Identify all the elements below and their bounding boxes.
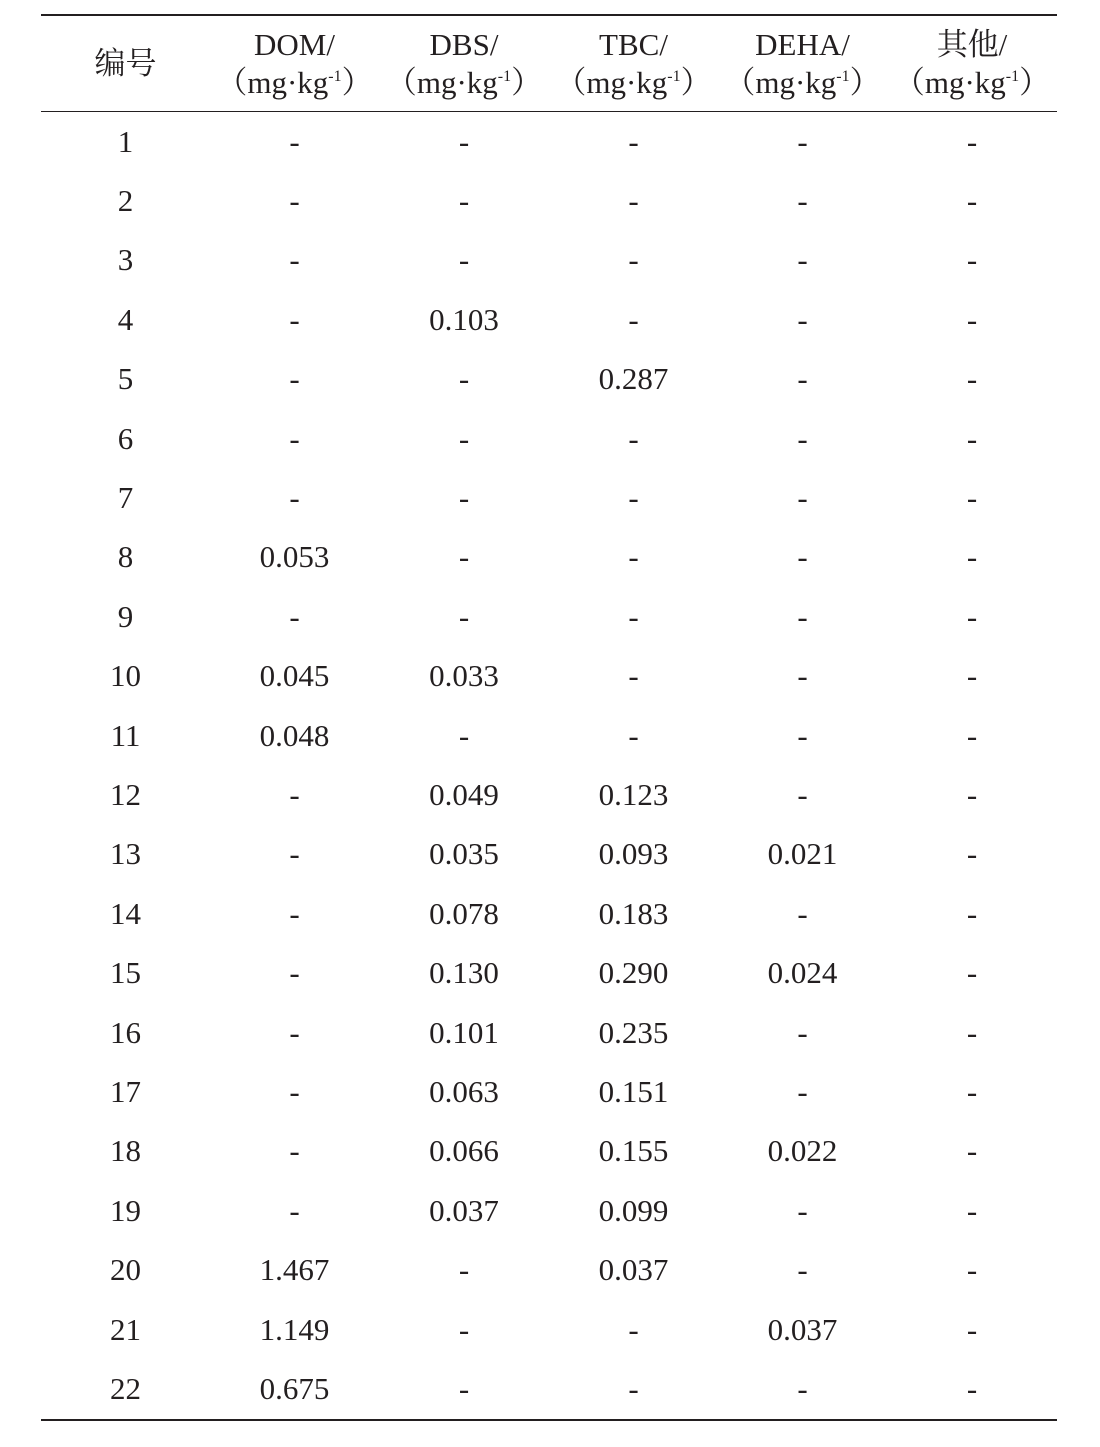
table-cell: - [289, 301, 300, 337]
table-header [41, 16, 1057, 111]
table-row [41, 231, 1057, 290]
table-row [41, 587, 1057, 646]
table-row [41, 647, 1057, 706]
table-cell: - [628, 301, 639, 337]
table-cell: - [797, 1014, 808, 1050]
table-cell: - [966, 1252, 978, 1288]
table-cell: 6 [117, 420, 134, 456]
table-cell: - [966, 301, 978, 337]
table-cell: 1.467 [259, 1252, 330, 1288]
unit-exponent: -1 [328, 67, 342, 85]
table-cell: 12 [110, 776, 141, 812]
table-cell: - [966, 1192, 978, 1228]
table-cell: - [966, 776, 978, 812]
table-cell: - [289, 1014, 300, 1050]
table-cell: 7 [117, 480, 134, 516]
table-cell: - [797, 183, 808, 219]
table-cell: - [966, 836, 978, 872]
unit-text: （mg·kg [555, 64, 668, 100]
table-cell: 4 [117, 301, 134, 337]
table-cell: - [289, 1133, 300, 1169]
header-cell-dbs [379, 26, 549, 102]
table-cell: 0.066 [429, 1133, 499, 1169]
table-cell: - [966, 1073, 978, 1109]
table-cell: - [966, 539, 978, 575]
table-cell: 17 [110, 1073, 141, 1109]
table-cell: - [797, 301, 808, 337]
table-cell: 3 [117, 242, 134, 278]
table-cell: - [966, 1370, 978, 1406]
unit-text: （mg·kg [893, 64, 1006, 100]
table-row [41, 1240, 1057, 1299]
unit-exponent: -1 [667, 67, 681, 85]
table-cell: - [289, 420, 300, 456]
table-cell: 9 [117, 598, 134, 634]
table-cell: - [458, 480, 470, 516]
table-cell: - [966, 480, 978, 516]
table-cell: - [966, 123, 978, 159]
table-cell: 2 [117, 183, 134, 219]
header-label: DBS/ [429, 26, 499, 62]
table-cell: - [797, 420, 808, 456]
table-cell: 0.021 [767, 836, 838, 872]
table-cell: - [289, 1192, 300, 1228]
header-unit [210, 64, 379, 102]
table-cell: 8 [117, 539, 134, 575]
table-cell: - [458, 123, 470, 159]
table-row [41, 528, 1057, 587]
table-row [41, 1122, 1057, 1181]
table-bottom-rule [41, 1419, 1057, 1421]
header-label: DEHA/ [755, 26, 850, 62]
header-cell-tbc [549, 26, 718, 102]
header-cell-id [41, 45, 210, 83]
table-cell: 15 [110, 955, 141, 991]
table-cell: 0.053 [259, 539, 330, 575]
table-row [41, 1300, 1057, 1359]
table-cell: - [966, 1311, 978, 1347]
table-cell: - [797, 1370, 808, 1406]
table-cell: 0.130 [429, 955, 499, 991]
table-cell: - [458, 1370, 470, 1406]
table-cell: - [628, 480, 639, 516]
table-cell: - [289, 895, 300, 931]
table-cell: 0.024 [767, 955, 838, 991]
table-cell: - [966, 1133, 978, 1169]
table-cell: 19 [110, 1192, 141, 1228]
table-row [41, 1062, 1057, 1121]
table-cell: - [966, 420, 978, 456]
table-cell: 0.035 [429, 836, 499, 872]
table-cell: 21 [110, 1311, 141, 1347]
table-cell: - [797, 480, 808, 516]
table-cell: 16 [110, 1014, 141, 1050]
table-cell: - [966, 717, 978, 753]
table-cell: 18 [110, 1133, 141, 1169]
table-cell: - [628, 183, 639, 219]
unit-exponent: -1 [1005, 67, 1020, 85]
table-cell: - [458, 539, 470, 575]
unit-text: （mg·kg [724, 64, 837, 100]
table-row [41, 1003, 1057, 1062]
table-cell: 0.099 [598, 1192, 669, 1228]
table-row [41, 765, 1057, 824]
table-cell: 0.103 [429, 301, 499, 337]
table-row [41, 468, 1057, 527]
table-cell: 20 [110, 1252, 141, 1288]
table-cell: 0.037 [429, 1192, 499, 1228]
table-cell: - [797, 242, 808, 278]
table-cell: - [797, 776, 808, 812]
table-cell: - [458, 242, 470, 278]
table-row [41, 290, 1057, 349]
header-label: 编号 [94, 45, 157, 81]
table-row [41, 350, 1057, 409]
table-cell: 0.037 [767, 1311, 838, 1347]
table-cell: - [458, 1311, 470, 1347]
table-cell: 0.123 [598, 776, 669, 812]
table-cell: 0.078 [429, 895, 499, 931]
table-cell: 14 [110, 895, 141, 931]
table-cell: - [966, 1014, 978, 1050]
table-cell: 0.048 [259, 717, 330, 753]
table-cell: 0.675 [259, 1370, 330, 1406]
header-unit [887, 64, 1057, 102]
table-row [41, 943, 1057, 1002]
table-cell: 5 [117, 361, 134, 397]
table-cell: 0.235 [598, 1014, 669, 1050]
unit-text: ） [849, 64, 881, 100]
table-cell: - [289, 776, 300, 812]
table-row [41, 171, 1057, 230]
table-cell: - [628, 1370, 639, 1406]
table-cell: - [289, 123, 300, 159]
table-cell: - [966, 361, 978, 397]
unit-text: ） [680, 64, 712, 100]
table-cell: - [628, 539, 639, 575]
table-cell: - [797, 717, 808, 753]
table-cell: - [458, 717, 470, 753]
table-cell: 0.101 [429, 1014, 499, 1050]
table-cell: - [628, 242, 639, 278]
header-unit [379, 64, 549, 102]
table-cell: - [628, 420, 639, 456]
header-cell-deha [718, 26, 887, 102]
table-cell: 0.045 [259, 658, 330, 694]
table-cell: - [797, 123, 808, 159]
table-cell: - [966, 598, 978, 634]
table-cell: - [289, 598, 300, 634]
table-row [41, 884, 1057, 943]
table-cell: 13 [110, 836, 141, 872]
table-cell: - [797, 1252, 808, 1288]
table-cell: - [797, 539, 808, 575]
table-cell: 0.183 [598, 895, 669, 931]
table-cell: 0.093 [598, 836, 669, 872]
table-cell: 0.022 [767, 1133, 838, 1169]
table-cell: - [289, 955, 300, 991]
unit-text: （mg·kg [216, 64, 329, 100]
header-unit [718, 64, 887, 102]
table-cell: - [628, 123, 639, 159]
table-cell: - [289, 361, 300, 397]
table-cell: - [628, 598, 639, 634]
table-cell: 0.287 [598, 361, 669, 397]
table-cell: - [289, 480, 300, 516]
table-row [41, 1181, 1057, 1240]
data-table [41, 14, 1057, 1421]
table-cell: - [458, 598, 470, 634]
table-cell: 1.149 [259, 1311, 330, 1347]
table-cell: - [289, 242, 300, 278]
table-row [41, 112, 1057, 171]
table-cell: 0.063 [429, 1073, 499, 1109]
table-cell: - [797, 1192, 808, 1228]
table-cell: - [797, 598, 808, 634]
table-cell: - [628, 658, 639, 694]
table-cell: 10 [110, 658, 141, 694]
unit-text: ） [1019, 64, 1051, 100]
table-cell: - [628, 717, 639, 753]
table-cell: - [289, 183, 300, 219]
table-row [41, 825, 1057, 884]
table-cell: - [966, 658, 978, 694]
unit-text: ） [511, 64, 543, 100]
table-cell: - [966, 242, 978, 278]
table-cell: - [458, 361, 470, 397]
table-cell: 11 [110, 717, 141, 753]
table-cell: - [289, 836, 300, 872]
unit-exponent: -1 [497, 67, 512, 85]
table-row [41, 1359, 1057, 1418]
header-label: DOM/ [254, 26, 335, 62]
table-cell: - [458, 183, 470, 219]
table-cell: - [966, 183, 978, 219]
table-cell: 0.290 [598, 955, 669, 991]
table-cell: - [797, 895, 808, 931]
table-row [41, 409, 1057, 468]
table-cell: - [966, 895, 978, 931]
header-label: TBC/ [599, 26, 668, 62]
table-cell: 0.037 [598, 1252, 669, 1288]
unit-text: （mg·kg [385, 64, 498, 100]
table-cell: 22 [110, 1370, 141, 1406]
table-cell: - [797, 1073, 808, 1109]
header-label: 其他/ [936, 26, 1008, 62]
table-cell: - [797, 658, 808, 694]
header-unit [549, 64, 718, 102]
table-cell: 0.049 [429, 776, 499, 812]
table-cell: - [628, 1311, 639, 1347]
header-cell-other [887, 26, 1057, 102]
unit-exponent: -1 [836, 67, 850, 85]
table-cell: - [966, 955, 978, 991]
table-body [41, 112, 1057, 1419]
table-cell: - [797, 361, 808, 397]
table-cell: - [458, 1252, 470, 1288]
table-cell: 0.033 [429, 658, 499, 694]
header-cell-dom [210, 26, 379, 102]
table-cell: - [458, 420, 470, 456]
table-cell: - [289, 1073, 300, 1109]
table-row [41, 706, 1057, 765]
table-cell: 1 [117, 123, 134, 159]
unit-text: ） [341, 64, 373, 100]
table-cell: 0.151 [598, 1073, 669, 1109]
table-cell: 0.155 [598, 1133, 669, 1169]
